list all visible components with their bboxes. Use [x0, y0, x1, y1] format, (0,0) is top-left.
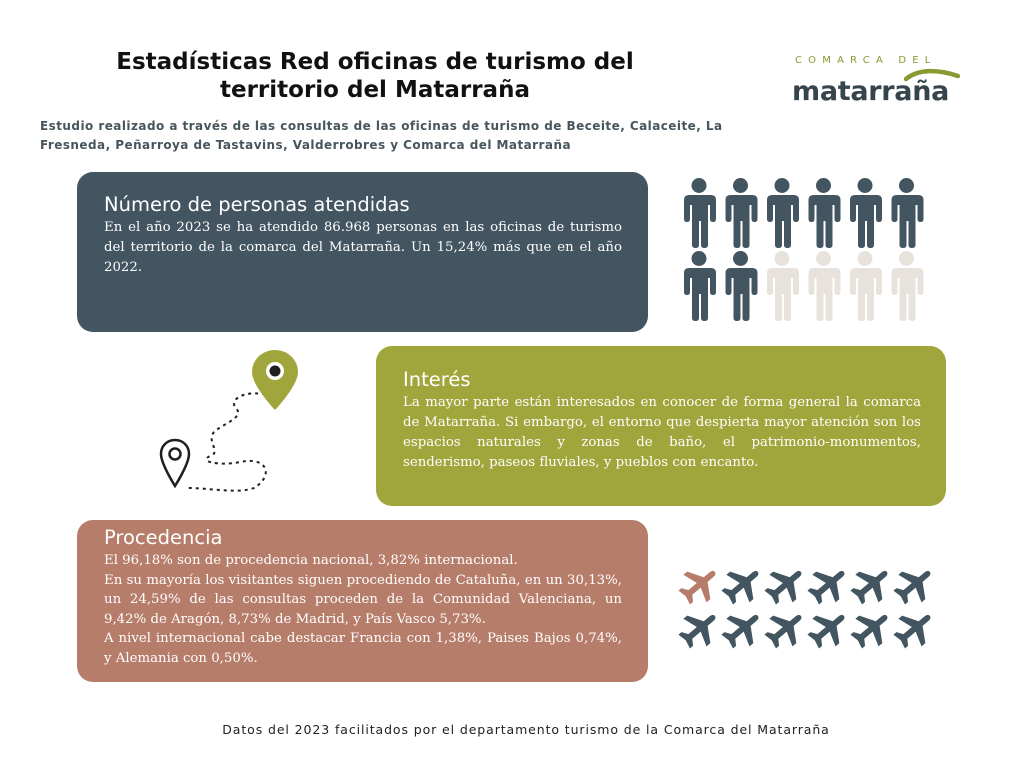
personas-card: [77, 172, 648, 332]
route-map-illustration: [150, 348, 310, 498]
person-icon: [809, 251, 841, 321]
airplane-icon: [716, 602, 770, 655]
airplane-icon: [676, 602, 726, 655]
procedencia-card: [77, 520, 648, 682]
person-icon: [892, 178, 924, 248]
comarca-logo: [792, 52, 972, 122]
airplane-icon: [888, 602, 938, 655]
airplane-icon: [676, 564, 726, 611]
interes-card: [376, 346, 946, 506]
airplane-icon: [845, 564, 899, 611]
logo-top-text: COMARCA DEL: [795, 55, 937, 66]
person-icon: [892, 251, 924, 321]
person-icon: [850, 251, 882, 321]
person-icon: [850, 178, 882, 248]
airplane-icon: [802, 564, 856, 611]
person-icon: [684, 251, 716, 321]
personas-text: En el año 2023 se ha atendido 86.968 personas en las oficinas de turismo del territorio de la comarca del Matarraña. Un 15,24% más que en el año 2022.: [104, 220, 622, 275]
logo-swoosh-icon: [904, 68, 960, 82]
person-icon: [726, 251, 758, 321]
person-icon: [726, 178, 758, 248]
map-pin-outline-icon: [161, 440, 189, 486]
procedencia-line: En su mayoría los visitantes siguen procediendo de Cataluña, en un 30,13%, un 24,59% de las consultas proceden de la Comunidad Valenciana, un 9,42% de Aragón, 8,73% de Madrid, y País Vasco 5,73%.: [104, 572, 622, 627]
person-icon: [767, 251, 799, 321]
person-icon: [809, 178, 841, 248]
page-subtitle: Estudio realizado a través de las consultas de las oficinas de turismo de Beceite, Calaceite, La Fresneda, Peñarroya de Tastavins, Valderrobres y Comarca del Matarraña: [40, 119, 723, 152]
airplane-icon: [759, 602, 813, 655]
footer-note: Datos del 2023 facilitados por el departamento turismo de la Comarca del Matarraña: [222, 722, 830, 737]
interes-title: Interés: [403, 368, 471, 391]
people-pictogram: [678, 178, 930, 328]
personas-title: Número de personas atendidas: [104, 193, 410, 216]
procedencia-line: A nivel internacional cabe destacar Francia con 1,38%, Paises Bajos 0,74%, y Alemania con 0,50%.: [104, 631, 622, 666]
logo-main-text: matarraña: [792, 76, 950, 107]
airplane-icon: [716, 564, 770, 611]
page-title: Estadísticas Red oficinas de turismo del territorio del Matarraña: [116, 49, 634, 103]
map-pin-icon: [252, 350, 298, 410]
dotted-route-icon: [188, 393, 272, 490]
procedencia-line: El 96,18% son de procedencia nacional, 3,82% internacional.: [104, 553, 518, 568]
airplane-icon: [845, 602, 899, 655]
person-icon: [767, 178, 799, 248]
airplane-icon: [802, 602, 856, 655]
procedencia-title: Procedencia: [104, 526, 223, 549]
airplane-icon: [759, 564, 813, 611]
airplane-pictogram: [676, 564, 938, 656]
person-icon: [684, 178, 716, 248]
airplane-icon: [888, 564, 938, 611]
interes-text: La mayor parte están interesados en conocer de forma general la comarca de Matarraña. Si embargo, el entorno que despierta mayor atención son los espacios naturales y zonas de baño, el patrimonio-monumentos, senderismo, paseos fluviales, y pueblos con encanto.: [403, 395, 921, 470]
